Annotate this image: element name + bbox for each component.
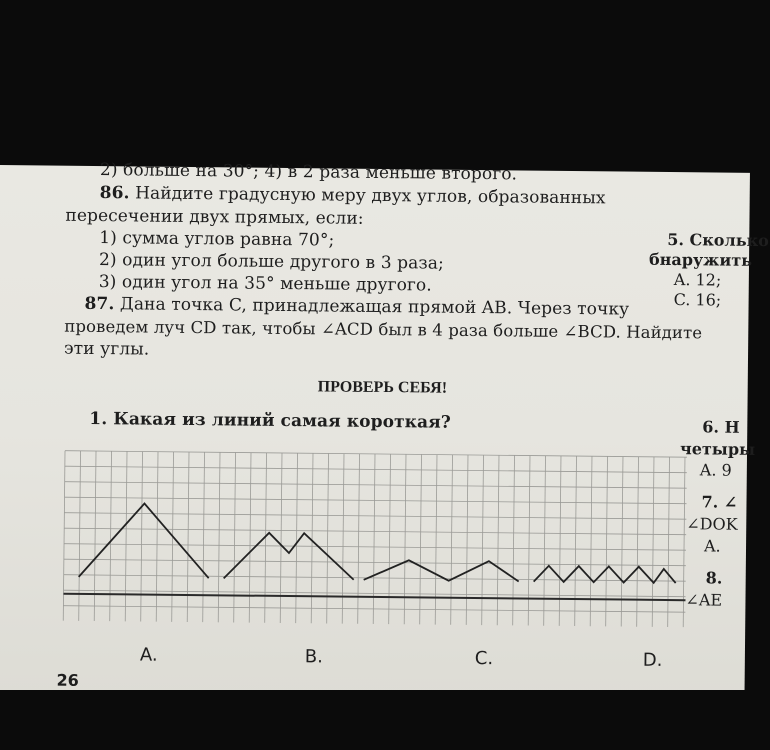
grid-vline xyxy=(435,455,437,625)
grid-vline xyxy=(420,454,422,624)
grid-vline xyxy=(280,453,282,623)
option-c-label: C. xyxy=(474,648,494,670)
grid-vline xyxy=(668,457,670,627)
grid-figure xyxy=(63,451,687,648)
problem-86-title: 86. Найдите градусную меру двух углов, образованных xyxy=(99,183,606,209)
grid-vline xyxy=(373,454,375,624)
problem-86-item-1: 1) сумма углов равна 70°; xyxy=(99,228,335,251)
option-b-label: B. xyxy=(304,646,324,668)
grid-vline xyxy=(94,451,96,621)
grid-vline xyxy=(482,455,484,625)
page-number: 26 xyxy=(56,670,79,690)
right-col-7: 7. ∠ xyxy=(701,492,738,512)
right-col-5d: C. 16; xyxy=(673,290,722,310)
grid-vline xyxy=(637,457,639,627)
grid-vline xyxy=(404,454,406,624)
right-col-8: 8. xyxy=(705,568,723,588)
right-col-5: 5. Сколько xyxy=(667,229,769,251)
grid-vline xyxy=(327,453,329,623)
right-col-6b: четыры xyxy=(679,439,756,459)
grid-vline xyxy=(513,455,515,625)
grid-vline xyxy=(110,451,112,621)
grid-vline xyxy=(156,452,158,622)
right-col-6c: A. 9 xyxy=(699,460,732,480)
problem-87-number: 87. xyxy=(84,293,115,315)
problem-86-number: 86. xyxy=(99,183,130,204)
right-col-6: 6. Н xyxy=(702,417,740,437)
option-d-label: D. xyxy=(642,649,663,671)
grid-vline xyxy=(466,455,468,625)
grid-vline xyxy=(621,457,623,627)
right-col-7c: A. xyxy=(703,536,721,556)
grid-vline xyxy=(683,457,685,627)
grid-lines xyxy=(63,451,687,628)
right-col-5b: бнаружить xyxy=(648,249,753,270)
line-b xyxy=(224,532,354,579)
right-col-8b: ∠AE xyxy=(685,590,723,610)
grid-vline xyxy=(296,453,298,623)
grid-vline xyxy=(79,451,81,621)
grid-vline xyxy=(575,456,577,626)
problem-87-line-2: проведем луч CD так, чтобы ∠ACD был в 4 раза больше ∠BCD. Найдите xyxy=(64,316,703,343)
problem-87-title: 87. Дана точка C, принадлежащая прямой AB. Через точку xyxy=(84,293,630,320)
top-partial-line: 2) больше на 30°; 4) в 2 раза меньше второго. xyxy=(99,160,518,185)
background-bottom xyxy=(0,690,750,750)
grid-vline xyxy=(141,452,143,622)
grid-vline xyxy=(249,453,251,623)
grid-vline xyxy=(187,452,189,622)
grid-vline xyxy=(497,455,499,625)
section-heading: ПРОВЕРЬ СЕБЯ! xyxy=(317,378,448,397)
grid-vline xyxy=(218,452,220,622)
grid-vline xyxy=(311,453,313,623)
problem-87-line-3: эти углы. xyxy=(63,338,150,360)
grid-vline xyxy=(63,451,65,621)
grid-vline xyxy=(234,452,236,622)
grid-vline xyxy=(559,456,561,626)
grid-vline xyxy=(652,457,654,627)
option-a-label: A. xyxy=(139,644,158,666)
right-col-7b: ∠DOK xyxy=(686,514,738,534)
grid-vline xyxy=(358,454,360,624)
question-1: 1. Какая из линий самая короткая? xyxy=(89,408,452,433)
grid-vline xyxy=(342,454,344,624)
right-col-5c: A. 12; xyxy=(673,270,722,290)
grid-vline xyxy=(125,451,127,621)
grid-vline xyxy=(606,456,608,626)
problem-86-item-2: 2) один угол больше другого в 3 раза; xyxy=(98,250,444,274)
grid-vline xyxy=(544,456,546,626)
problem-86-item-3: 3) один угол на 35° меньше другого. xyxy=(98,272,432,296)
grid-vline xyxy=(590,456,592,626)
grid-vline xyxy=(528,456,530,626)
grid-vline xyxy=(451,455,453,625)
textbook-page xyxy=(0,160,769,703)
grid-vline xyxy=(203,452,205,622)
grid-vline xyxy=(389,454,391,624)
problem-86-continuation: пересечении двух прямых, если: xyxy=(65,205,364,229)
